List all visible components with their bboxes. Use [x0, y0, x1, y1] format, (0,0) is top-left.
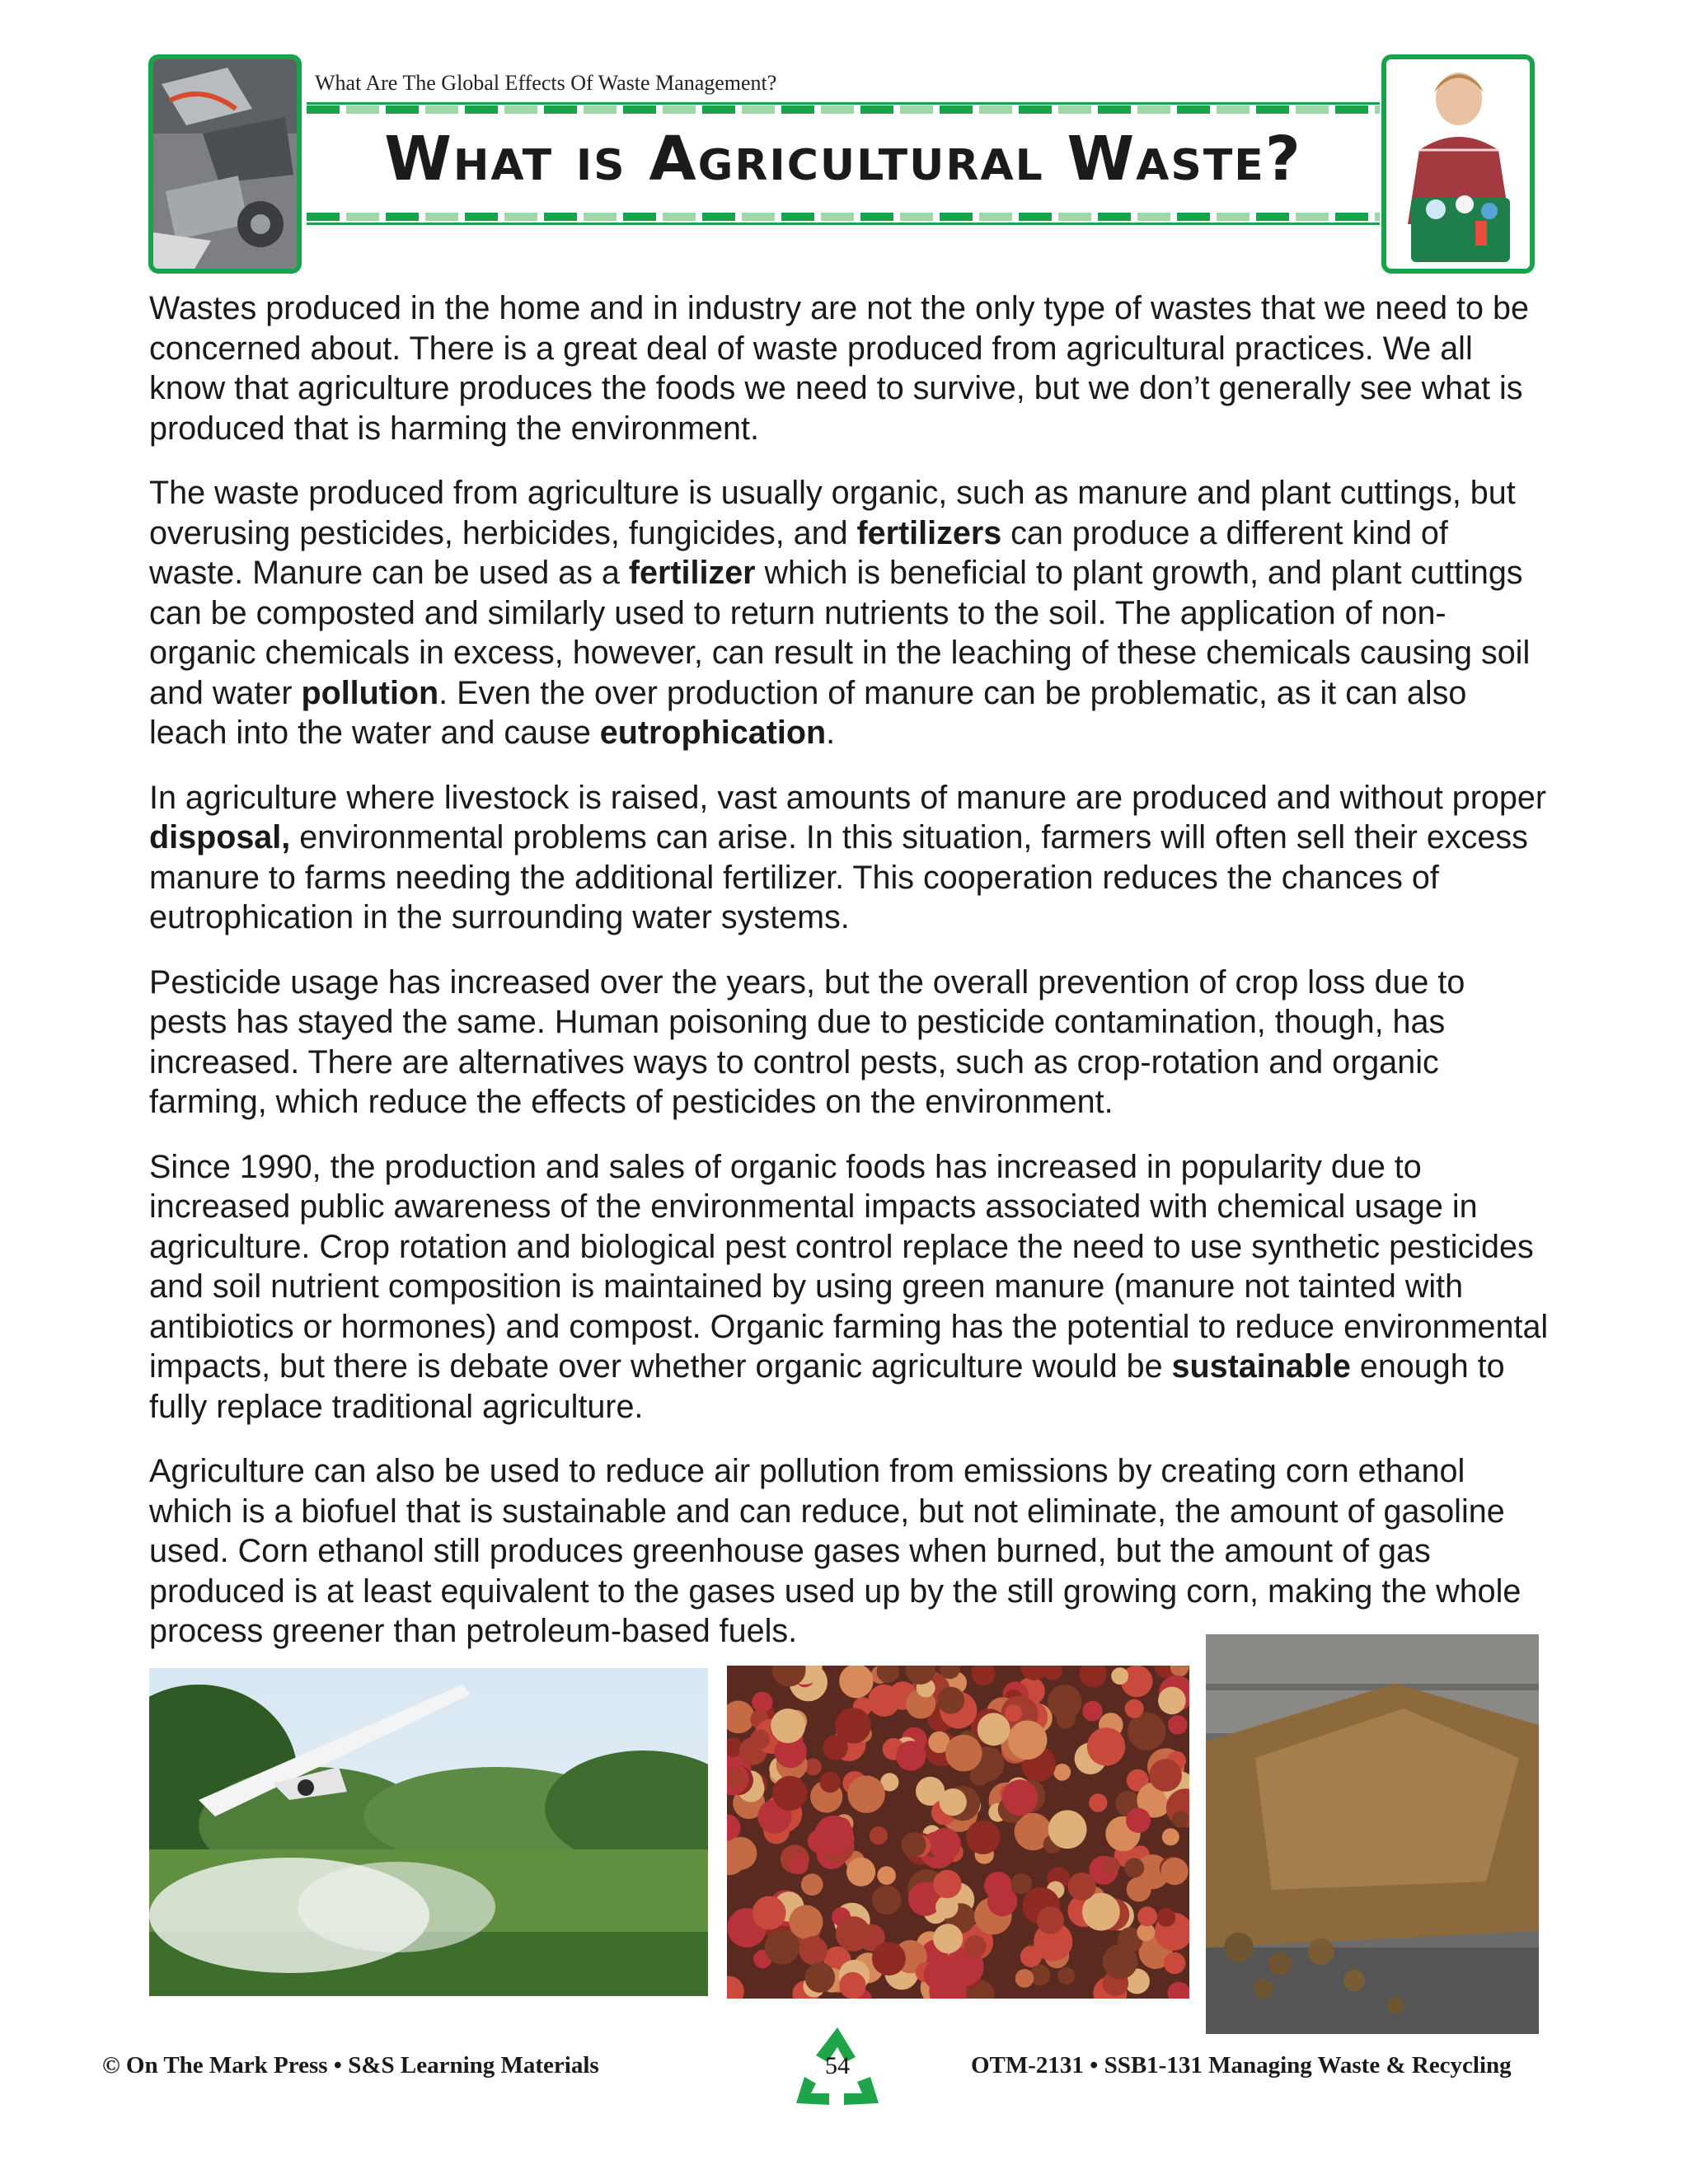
apple-texture [1103, 1944, 1138, 1980]
apple-texture [846, 1858, 875, 1886]
key-term: fertilizers [856, 514, 1002, 551]
apple-texture [772, 1776, 807, 1811]
paragraph-6 [149, 1451, 1550, 1652]
text-run: Since 1990, the production and sales of organic foods has increased in popularity due to increased public awareness of the environmental impacts associated with chemical usage in agriculture. Crop rotation and biological pest control replace the need to use synthetic pesticides and soil nutrient composition is maintained by using green manure (manure not tainted with antibiotics or hormones) and compost. Organic farming has the potential to reduce environmental impacts, but there is debate over whether organic agriculture would be [149, 1148, 1549, 1385]
apple-texture [820, 1772, 841, 1793]
header-dashed-band-top [307, 105, 1380, 114]
apple-texture [945, 1735, 982, 1772]
apple-texture [964, 1935, 987, 1957]
key-term: eutrophication [599, 715, 827, 751]
apple-texture [1089, 1793, 1107, 1811]
apple-texture [872, 1942, 906, 1975]
apple-texture [868, 1685, 900, 1717]
apple-texture [753, 1896, 786, 1930]
text-run: environmental problems can arise. In this situation, farmers will often sell their excess manure to farms needing the additional fertilizer. This cooperation reduces the chances of eutrophication in the surrounding water systems. [149, 819, 1528, 935]
apple-texture [1124, 1858, 1144, 1878]
apple-texture [1048, 1810, 1087, 1849]
paragraph-4 [149, 963, 1550, 1122]
chapter-kicker: What Are The Global Effects Of Waste Management? [315, 71, 777, 95]
text-run: which is beneficial to plant growth, and plant cuttings can be composted and similarly used to return nutrients to the soil. The application of non-organic chemicals in excess, however, can result in the leaching of these chemicals causing soil and water [149, 555, 1531, 711]
apple-texture [1002, 1779, 1039, 1816]
apple-texture [750, 1730, 770, 1750]
apple-texture [1149, 1759, 1182, 1792]
apple-texture [1082, 1701, 1103, 1722]
apple-texture [835, 1708, 871, 1744]
apple-texture [877, 1866, 896, 1885]
apple-texture [933, 1924, 963, 1953]
apple-texture [966, 1821, 1000, 1854]
crop-duster-spraying-photo [149, 1668, 708, 1996]
header-rule-bottom [307, 223, 1380, 225]
apple-texture [801, 1873, 823, 1896]
apple-texture [940, 1788, 967, 1816]
apple-texture [929, 1828, 961, 1860]
page-number: 54 [825, 2052, 850, 2079]
apple-texture [1111, 1667, 1128, 1685]
apple-texture [1162, 1828, 1179, 1845]
apple-texture [839, 1972, 865, 1999]
apple-texture [896, 1741, 926, 1771]
key-term: disposal, [149, 819, 291, 855]
apple-texture [1008, 1721, 1048, 1760]
apple-texture [839, 1666, 873, 1699]
text-run: Pesticide usage has increased over the years, but the overall prevention of crop loss due to pests has stayed the same. Human poisoning due to pesticide contamination, though, has increased. There are alternatives ways to control pests, such as crop-rotation and organic farming, which reduce the effects of pesticides on the environment. [149, 963, 1465, 1120]
apple-texture [1057, 1967, 1075, 1985]
apple-texture [1125, 1699, 1144, 1718]
apple-texture [1015, 1969, 1034, 1988]
apple-texture [1157, 1908, 1176, 1927]
body-text [149, 288, 1550, 1676]
apple-texture [1037, 1906, 1064, 1933]
apple-texture [872, 1886, 902, 1915]
apple-texture [1168, 1715, 1187, 1734]
apple-texture [1103, 1857, 1120, 1874]
rotting-apples-photo [727, 1666, 1189, 1999]
apple-texture [1126, 1808, 1151, 1833]
apple-texture [836, 1916, 871, 1952]
apple-texture [799, 1936, 828, 1965]
paragraph-1 [149, 288, 1550, 448]
key-term: fertilizer [628, 555, 756, 591]
apple-texture [765, 1929, 800, 1965]
scrap-metal-photo [148, 54, 302, 274]
apple-texture [933, 1870, 961, 1898]
text-run: enough to fully replace traditional agriculture. [149, 1348, 1505, 1425]
apple-texture [1137, 1906, 1157, 1926]
footer-product-code: OTM-2131 • SSB1-131 Managing Waste & Recycling [971, 2052, 1512, 2079]
apple-texture [1005, 1704, 1022, 1722]
paragraph-3 [149, 778, 1550, 938]
header-dashed-band-bottom [307, 213, 1380, 221]
apple-texture [789, 1905, 823, 1939]
key-term: sustainable [1171, 1348, 1351, 1385]
manure-pile-photo [1206, 1634, 1539, 2034]
apple-texture [790, 1855, 809, 1874]
apple-texture [924, 1959, 955, 1990]
text-run: Agriculture can also be used to reduce air pollution from emissions by creating corn ethanol which is a biofuel that is sustainable and can reduce, but not eliminate, the amount of gasoline used. Corn ethanol still produces greenhouse gases when burned, but the amount of gas produced is at least equivalent to the gases used up by the still growing corn, making the whole process greener than petroleum-based fuels. [149, 1453, 1522, 1649]
apple-texture [935, 1896, 959, 1919]
apple-texture [1011, 1873, 1032, 1894]
paragraph-5 [149, 1147, 1550, 1427]
apple-texture [978, 1713, 1010, 1746]
key-term: pollution [301, 674, 439, 711]
apple-texture [814, 1816, 854, 1855]
apple-texture [847, 1775, 884, 1812]
apple-texture [870, 1826, 888, 1844]
text-run: can produce a different kind of waste. Manure can be used as a [149, 514, 1448, 591]
apple-texture [1172, 1811, 1189, 1828]
header-rule-top [307, 102, 1380, 105]
apple-texture [987, 1886, 1017, 1916]
apple-texture [805, 1962, 836, 1993]
apple-texture [1158, 1687, 1186, 1715]
page-title: What is Agricultural Waste? [384, 124, 1302, 194]
apple-texture [1068, 1872, 1096, 1900]
apple-texture [901, 1832, 926, 1857]
text-run: . Even the over production of manure can be problematic, as it can also leach into the water and cause [149, 674, 1467, 751]
footer-publisher: © On The Mark Press • S&S Learning Materials [102, 2052, 599, 2079]
text-run: . [826, 715, 836, 751]
apple-texture [752, 1692, 772, 1713]
apple-texture [1127, 1877, 1151, 1902]
apple-texture [937, 1687, 964, 1714]
apple-texture [1053, 1764, 1071, 1781]
text-run: The waste produced from agriculture is usually organic, such as manure and plant cuttings, but overusing pesticides, herbicides, fungicides, and [149, 475, 1516, 551]
apple-texture [1048, 1685, 1082, 1719]
apple-texture [1160, 1858, 1188, 1885]
text-run: Wastes produced in the home and in industry are not the only type of wastes that we need to be concerned about. There is a great deal of waste produced from agricultural practices. We all know that agriculture produces the foods we need to survive, but we don’t generally see what is produced that is harming the environment. [149, 290, 1529, 447]
text-run: In agriculture where livestock is raised, vast amounts of manure are produced and without proper [149, 779, 1546, 816]
paragraph-2 [149, 473, 1550, 753]
apple-texture [1087, 1727, 1125, 1765]
apple-texture [771, 1708, 805, 1743]
apple-texture [727, 1769, 746, 1788]
apple-texture [1164, 1952, 1185, 1974]
boy-with-recycling-bin-photo [1381, 54, 1535, 274]
